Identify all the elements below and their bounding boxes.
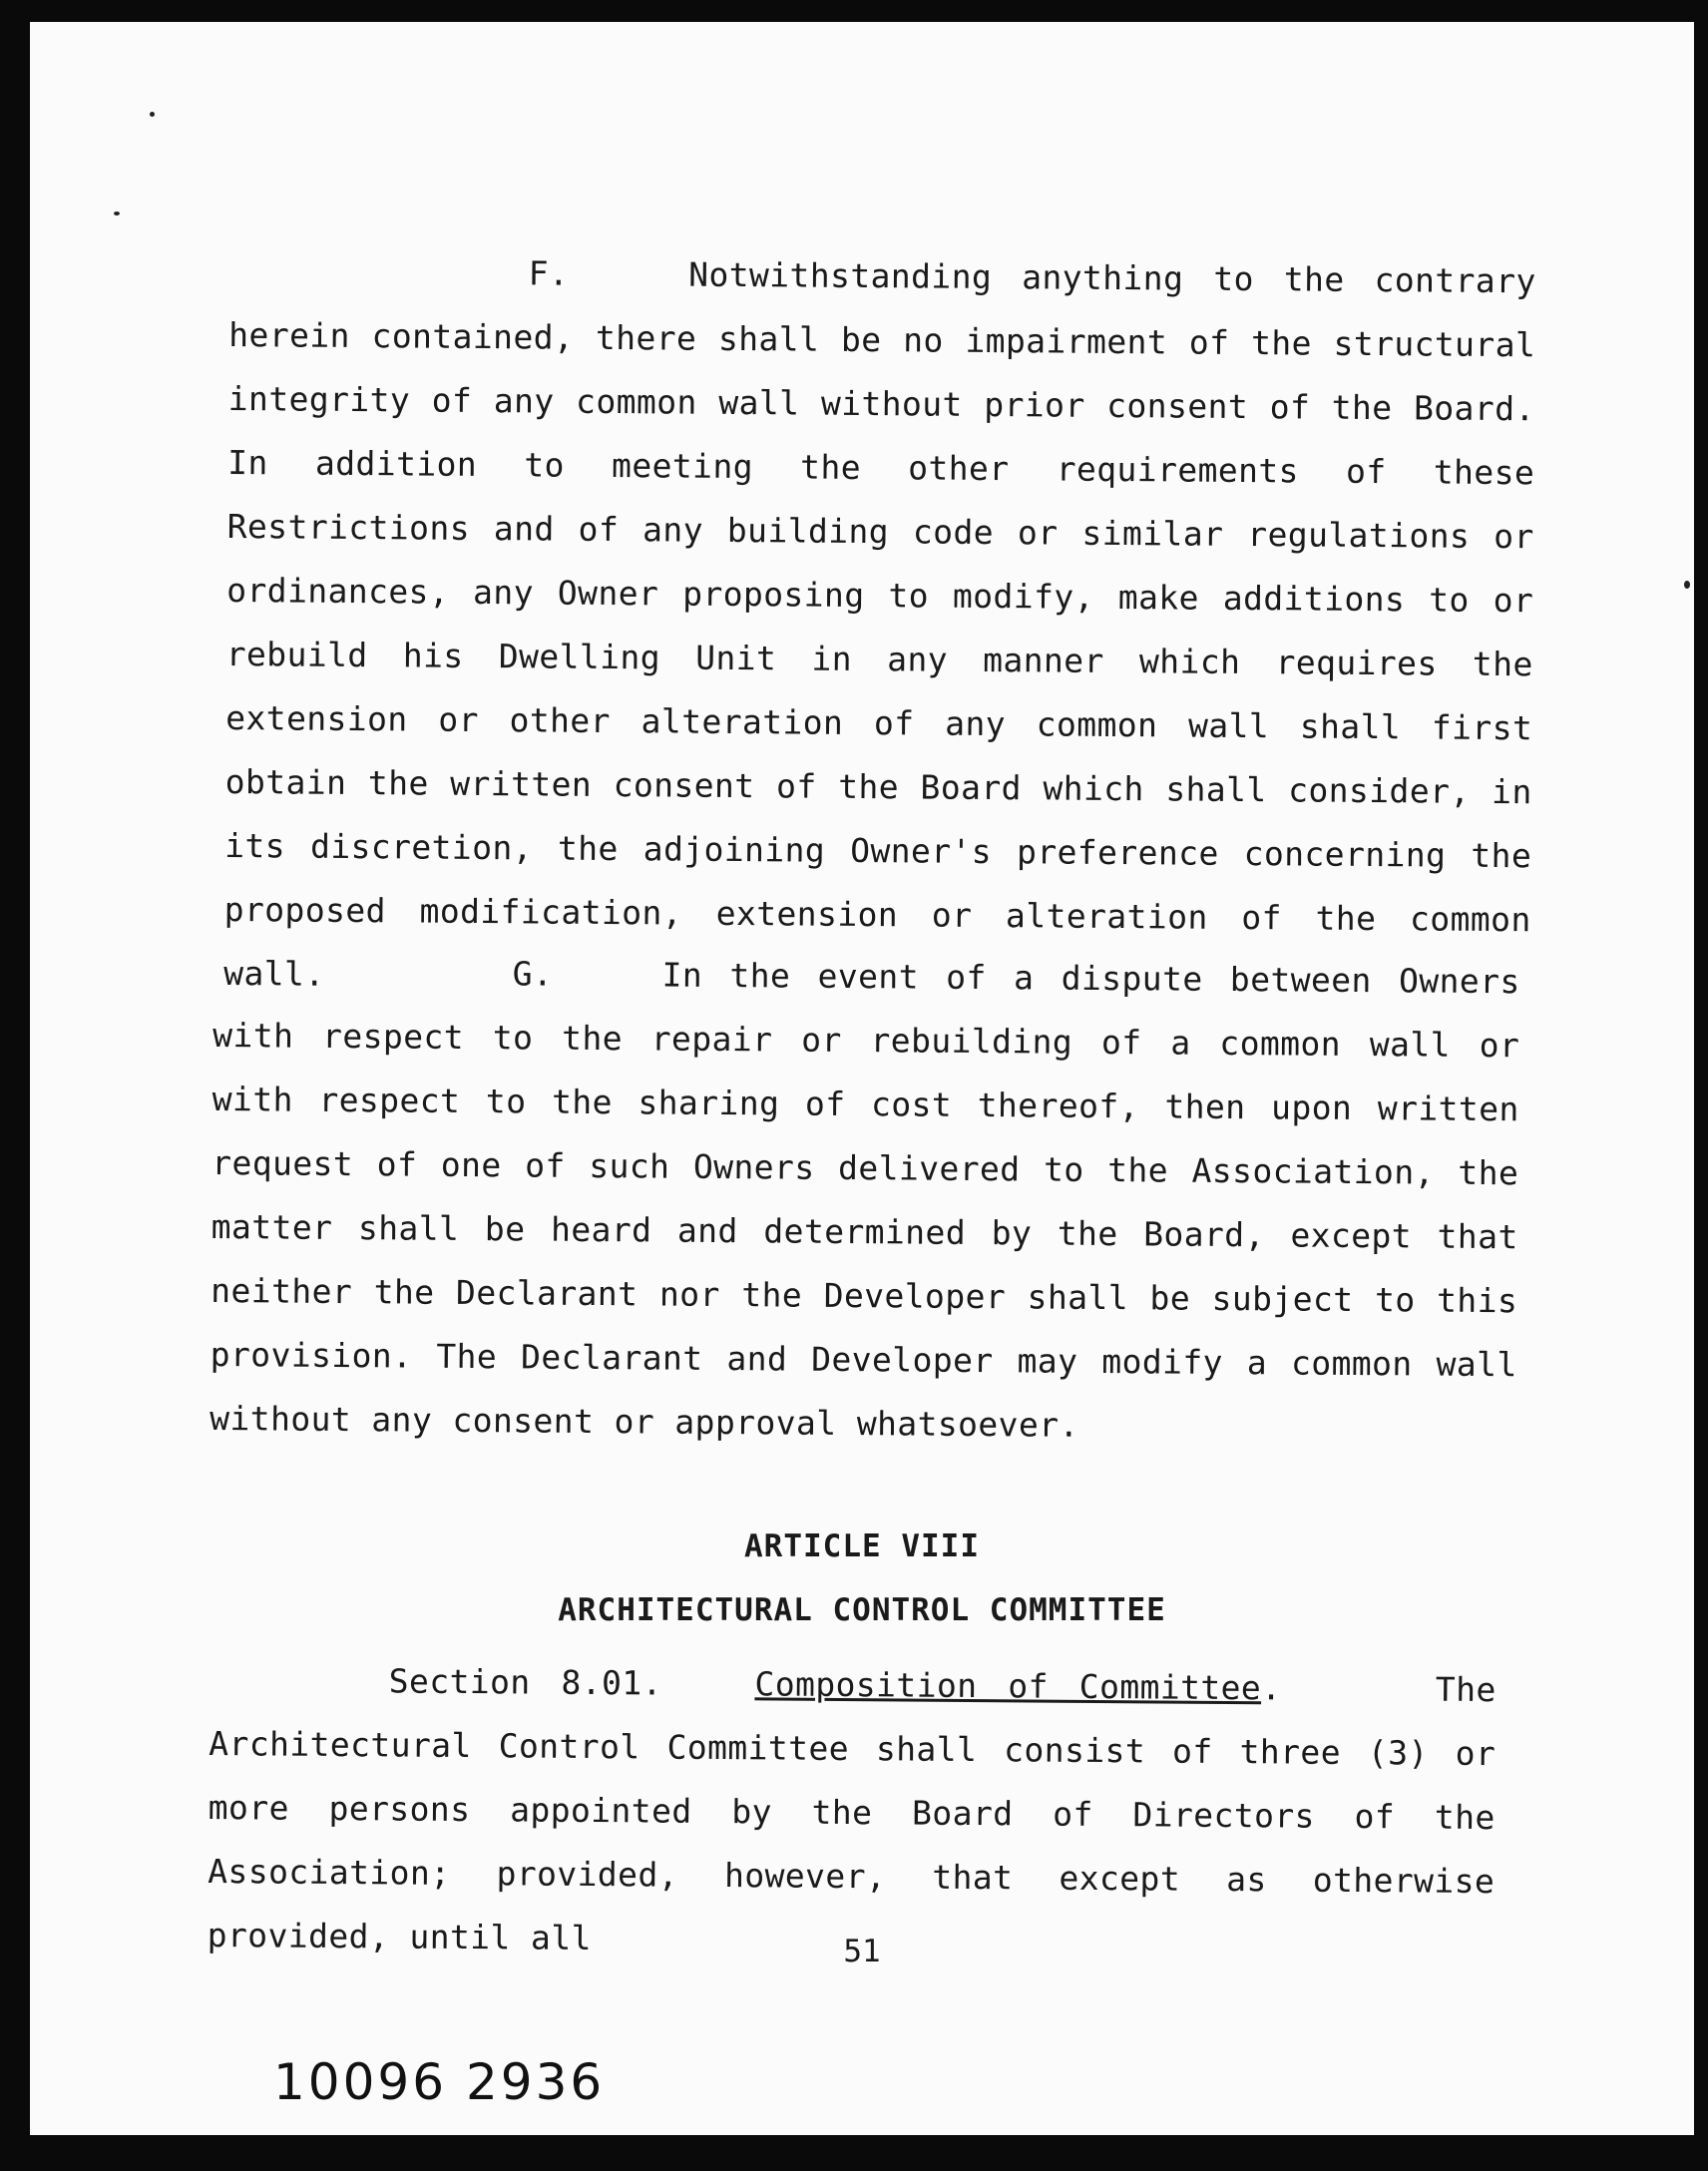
section-label: Section 8.01. bbox=[388, 1661, 663, 1703]
scan-speck bbox=[114, 212, 120, 216]
paragraph-f-marker: F. bbox=[528, 253, 570, 293]
article-title: ARCHITECTURAL CONTROL COMMITTEE bbox=[558, 1592, 1166, 1628]
section-text: The Architectural Control Committee shall consist of three (3) or more persons appointed by the Board of Directors of the Association; provided, however, that except as otherwise provided, until all bbox=[207, 1669, 1496, 1958]
document-page bbox=[30, 22, 1694, 2135]
scan-speck bbox=[1684, 581, 1690, 589]
section-title: Composition of Committee bbox=[754, 1664, 1262, 1708]
paragraph-f bbox=[223, 239, 1536, 1016]
paragraph-g-text: In the event of a dispute between Owners with respect to the repair or rebuilding of a common wall or with respect to the sharing of cost thereof, then upon written request of one of such Owners delivered to the Association, the matter shall be heard and determined by the Board, except that neither the Declarant nor the Developer shall be subject to this provision. The Declarant and Developer may modify a common wall without any consent or approval whatsoever. bbox=[210, 955, 1520, 1445]
scan-speck bbox=[150, 112, 155, 117]
paragraph-g bbox=[210, 940, 1520, 1461]
document-number: 10096 2936 bbox=[273, 2053, 606, 2111]
section-8-01: Section 8.01. Composition of Committee. The Architectural Control Committee shall consist of three (3) or more persons appointed by the Board of Directors of the Association; provided, however, that except as otherwise provided, until all bbox=[207, 1661, 1496, 1958]
page-number: 51 bbox=[843, 1934, 881, 1969]
paragraph-g-marker: G. bbox=[512, 954, 554, 994]
article-number: ARTICLE VIII bbox=[744, 1528, 980, 1564]
paragraph-f-text: Notwithstanding anything to the contrary herein contained, there shall be no impairment of the structural integrity of any common wall without prior consent of the Board. In addition to meeting the other requirements of these Restrictions and of any building code or similar regulations or ordinances, any Owner proposing to modify, make additions to or rebuild his Dwelling Unit in any manner which requires the extension or other alteration of any common wall shall first obtain the written consent of the Board which shall consider, in its discretion, the adjoining Owner's preference concerning the proposed modification, extension or alteration of the common wall. bbox=[223, 254, 1536, 994]
